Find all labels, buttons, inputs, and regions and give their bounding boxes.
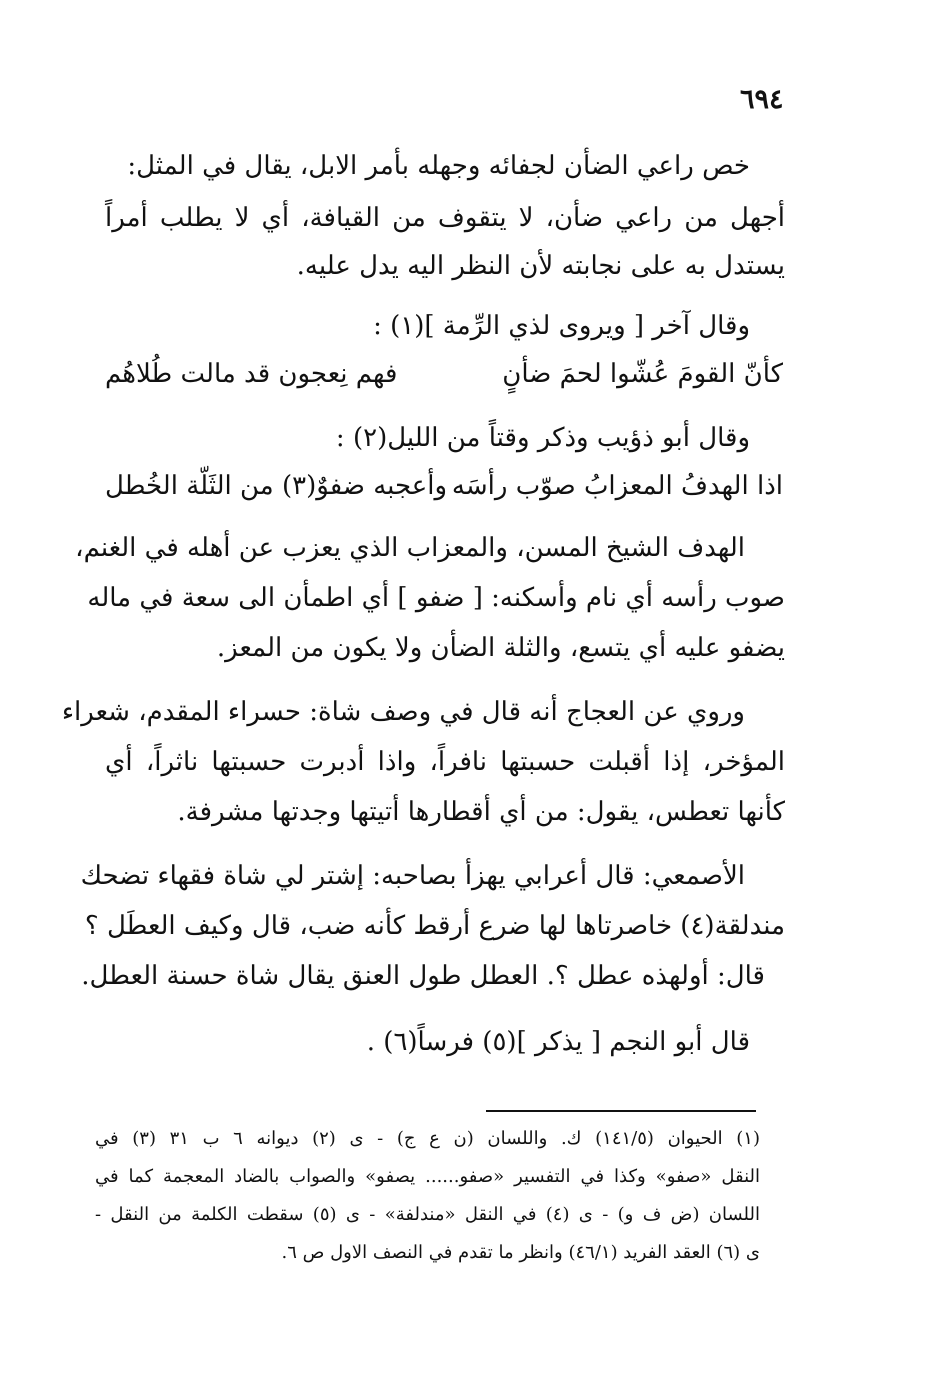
text-line: خص راعي الضأن لجفائه وجهله بأمر الابل، يقال في المثل: xyxy=(127,151,750,181)
footnote-divider xyxy=(486,1110,756,1112)
verse-first-hemistich: كأنّ القومَ عُشّوا لحمَ ضأنٍ xyxy=(502,359,783,389)
text-line: أجهل من راعي ضأن، لا يتقوف من القيافة، أي لا يطلب أمراً xyxy=(105,203,785,233)
text-line: وقال أبو ذؤيب وذكر وقتاً من الليل(٢) : xyxy=(335,423,750,453)
text-line: وروي عن العجاج أنه قال في وصف شاة: حسراء المقدم، شعراء xyxy=(61,697,745,727)
verse-second-hemistich: وأعجبه ضفوٌ(٣) من الثَلّة الخُطل xyxy=(105,471,448,501)
text-line: قال: أولهذه عطل ؟. العطل طول العنق يقال شاة حسنة العطل. xyxy=(81,961,765,991)
text-line: كأنها تعطس، يقول: من أي أقطارها أتيتها وجدتها مشرفة. xyxy=(177,797,785,827)
verse-first-hemistich: اذا الهدفُ المعزابُ صوّب رأسَه xyxy=(451,471,783,501)
footnote-line: (١) الحيوان (١٤١/٥) ك. واللسان (ن ع ج) - ى (٢) ديوانه ٦ ب ٣١ (٣) في xyxy=(95,1128,760,1149)
footnote-line: النقل «صفو» وكذا في التفسير «صفو...... يصفو» والصواب بالضاد المعجمة كما في xyxy=(95,1166,760,1187)
text-line: المؤخر، إذا أقبلت حسبتها نافراً، واذا أدبرت حسبتها ناثراً، أي xyxy=(105,747,785,777)
text-line: وقال آخر [ ويروى لذي الرِّمة ](١) : xyxy=(373,311,750,341)
text-line: الهدف الشيخ المسن، والمعزاب الذي يعزب عن أهله في الغنم، xyxy=(75,533,745,563)
text-line: مندلقة(٤) خاصرتاها لها ضرع أرقط كأنه ضب، قال وكيف العطَل ؟ xyxy=(84,911,785,941)
text-line: يضفو عليه أي يتسع، والثلة الضأن ولا يكون من المعز. xyxy=(216,633,785,663)
text-line: الأصمعي: قال أعرابي يهزأ بصاحبه: إشتر لي شاة فقهاء تضحك xyxy=(80,861,745,891)
text-line: صوب رأسه أي نام وأسكنه: [ ضفو ] أي اطمأن الى سعة في ماله xyxy=(87,583,785,613)
footnote-line: ى (٦) العقد الفريد (٤٦/١) وانظر ما تقدم في النصف الاول ص ٦. xyxy=(281,1242,760,1263)
text-line: قال أبو النجم [ يذكر ](٥) فرساً(٦) . xyxy=(366,1027,750,1057)
verse-second-hemistich: فهم نِعجون قد مالت طُلاهُم xyxy=(105,359,398,389)
page-number: ٦٩٤ xyxy=(740,84,784,115)
text-line: يستدل به على نجابته لأن النظر اليه يدل عليه. xyxy=(296,251,785,281)
footnote-line: اللسان (ض ف و) - ى (٤) في النقل «مندلفة» - ى (٥) سقطت الكلمة من النقل - xyxy=(95,1204,761,1225)
